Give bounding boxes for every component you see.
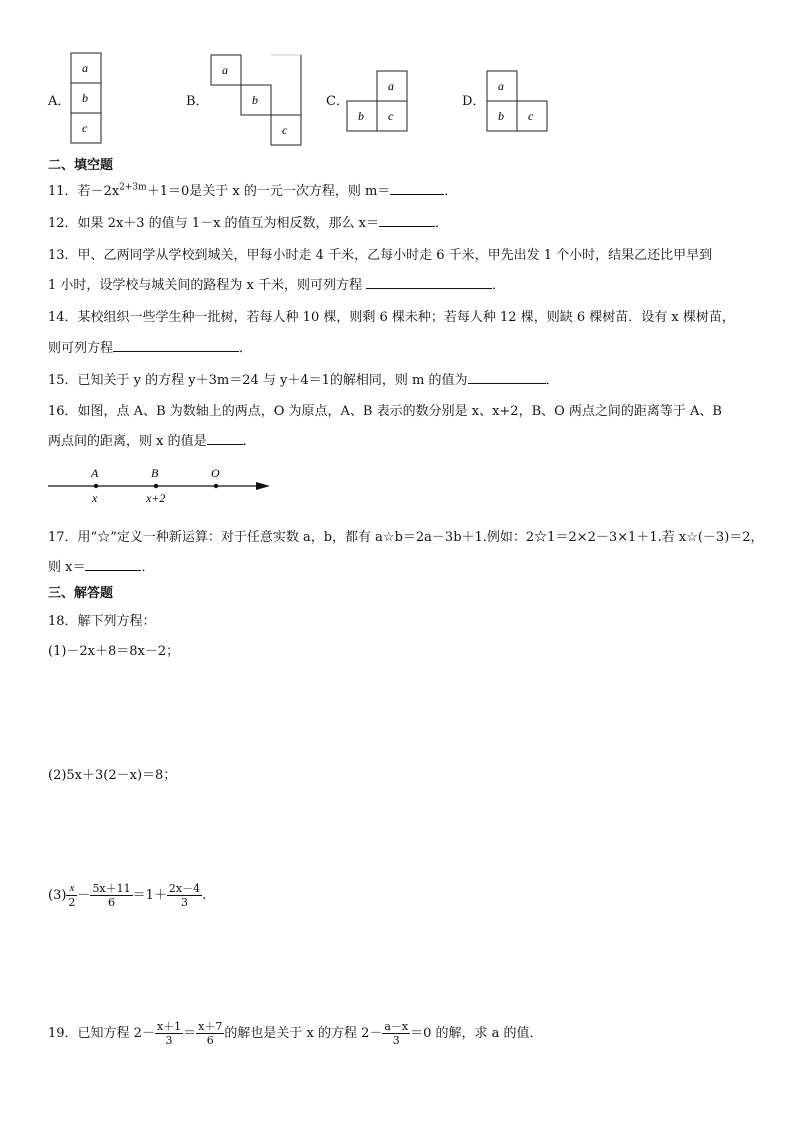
- fraction-denominator: 6: [108, 896, 116, 909]
- question-19: [48, 1020, 543, 1047]
- q15-text: 15．已知关于 y 的方程 y＋3m＝24 与 y＋4＝1的解相同，则 m 的值为: [48, 373, 468, 388]
- q13-answer-blank[interactable]: [366, 276, 492, 289]
- fraction-numerator: a－x: [384, 1020, 409, 1033]
- q16-line-1: 16．如图，点 A、B 为数轴上的两点，O 为原点，A、B 表示的数分别是 x、x+2，B、O 两点之间的距离等于 A、B: [48, 404, 722, 419]
- q16-end: ．: [242, 434, 256, 449]
- q11-end: ．: [444, 184, 458, 199]
- q18-p3-middle: ＝1＋: [132, 888, 167, 903]
- q18-p3-minus: －: [77, 888, 91, 903]
- option-c-label: C．: [326, 94, 349, 109]
- q19-equals: ＝: [183, 1026, 197, 1041]
- point-b-value: x+2: [146, 491, 166, 505]
- q16-line-2: 两点间的距离，则 x 的值是: [48, 434, 207, 449]
- option-b-label: B．: [186, 94, 209, 109]
- question-18-part-3: [48, 882, 206, 909]
- option-a-label: A．: [48, 94, 71, 109]
- q11-text-2: ＋1＝0是关于 x 的一元一次方程，则 m＝: [146, 184, 391, 199]
- q11-exponent: 2+3m: [119, 182, 147, 193]
- point-a-name: A: [91, 466, 99, 480]
- q19-fraction-3: [382, 1020, 410, 1047]
- q19-end: ＝0 的解，求 a 的值．: [410, 1026, 543, 1041]
- point-o: [214, 484, 218, 488]
- option-c-cell-b: b: [358, 109, 364, 123]
- question-15: [48, 369, 559, 388]
- question-17-line-2: [48, 556, 154, 575]
- option-a: [48, 90, 70, 109]
- fraction-numerator: x＋1: [156, 1020, 182, 1033]
- option-b-cell-c: c: [282, 123, 288, 137]
- fraction-denominator: 6: [206, 1034, 214, 1047]
- option-c-figure: [346, 70, 410, 132]
- option-a-cell-b: b: [82, 91, 88, 105]
- q13-line-2: 1 小时，设学校与城关间的路程为 x 千米，则可列方程: [48, 278, 362, 293]
- option-b: [186, 90, 209, 109]
- q19-prefix: 19．已知方程 2－: [48, 1026, 155, 1041]
- q17-line-2: 则 x＝: [48, 560, 86, 575]
- q13-end: ．: [492, 278, 506, 293]
- point-a-value: x: [92, 491, 98, 505]
- q18-p3-fraction-1: [66, 882, 77, 909]
- q12-text: 12．如果 2x＋3 的值与 1－x 的值互为相反数，那么 x＝: [48, 216, 380, 231]
- fraction-numerator: x: [66, 882, 77, 896]
- q14-line-2: 则可列方程: [48, 341, 114, 356]
- fraction-denominator: 3: [392, 1034, 400, 1047]
- question-18-part-2: (2)5x＋3(2－x)＝8；: [48, 768, 177, 783]
- q11-text: 11．若－2x: [48, 184, 120, 199]
- q19-fraction-2: [196, 1020, 224, 1047]
- fraction-denominator: 2: [68, 896, 76, 909]
- q15-end: ．: [545, 373, 559, 388]
- q12-answer-blank[interactable]: [379, 214, 435, 227]
- q11-answer-blank[interactable]: [390, 182, 444, 195]
- question-12: [48, 212, 448, 231]
- q16-answer-blank[interactable]: [207, 432, 243, 445]
- fraction-denominator: 3: [181, 896, 189, 909]
- point-b: [154, 484, 158, 488]
- q17-line-1: 17．用“☆”定义一种新运算：对于任意实数 a，b，都有 a☆b＝2a－3b＋1.例如：2☆1＝2×2－3×1＋1.若 x☆(－3)＝2，: [48, 530, 764, 545]
- question-18-part-1: (1)－2x＋8＝8x－2；: [48, 644, 180, 659]
- q13-line-1: 13．甲、乙两同学从学校到城关，甲每小时走 4 千米，乙每小时走 6 千米，甲先出发 1 个小时，结果乙还比甲早到: [48, 248, 713, 263]
- point-o-name: O: [211, 466, 220, 480]
- arrow-icon: [256, 482, 270, 490]
- fraction-numerator: x＋7: [198, 1020, 223, 1033]
- option-d: [462, 90, 485, 109]
- question-17: [48, 526, 764, 545]
- question-18-title: 18．解下列方程：: [48, 614, 156, 629]
- option-c-cell-c: c: [388, 109, 394, 123]
- question-16: [48, 400, 722, 419]
- option-d-label: D．: [462, 94, 486, 109]
- q14-end: ．: [239, 341, 253, 356]
- q14-answer-blank[interactable]: [113, 339, 239, 352]
- point-b-name: B: [151, 466, 159, 480]
- option-a-figure: [70, 52, 102, 144]
- option-c-cell-a: a: [388, 79, 394, 93]
- option-d-cell-b: b: [498, 109, 504, 123]
- fraction-numerator: 5x＋11: [92, 882, 131, 895]
- q19-fraction-1: [155, 1020, 183, 1047]
- section-2-title: 二、填空题: [48, 158, 114, 173]
- question-14: [48, 306, 735, 325]
- option-d-cell-a: a: [498, 79, 504, 93]
- option-b-figure: [210, 54, 304, 146]
- fraction-numerator: 2x－4: [168, 882, 201, 895]
- q14-line-1: 14．某校组织一些学生种一批树，若每人种 10 棵，则剩 6 棵未种；若每人种 12 棵，则缺 6 棵树苗．设有 x 棵树苗，: [48, 310, 735, 325]
- question-13: [48, 244, 712, 263]
- number-line: [46, 462, 276, 508]
- q19-middle: 的解也是关于 x 的方程 2－: [224, 1026, 383, 1041]
- q17-answer-blank[interactable]: [85, 558, 141, 571]
- option-b-cell-b: b: [252, 93, 258, 107]
- question-13-line-2: [48, 274, 505, 293]
- q15-answer-blank[interactable]: [468, 371, 546, 384]
- q18-p3-end: .: [202, 888, 207, 903]
- question-16-line-2: [48, 430, 256, 449]
- fraction-denominator: 3: [165, 1034, 173, 1047]
- section-3-title: 三、解答题: [48, 586, 114, 601]
- q18-p3-prefix: (3): [48, 888, 67, 903]
- q18-p3-fraction-3: [167, 882, 202, 909]
- question-14-line-2: [48, 337, 252, 356]
- q18-p3-fraction-2: [90, 882, 132, 909]
- option-d-figure: [486, 70, 550, 132]
- question-11: [48, 180, 457, 199]
- option-b-cell-a: a: [222, 63, 228, 77]
- option-a-cell-a: a: [82, 61, 88, 75]
- point-a: [94, 484, 98, 488]
- option-a-cell-c: c: [82, 121, 88, 135]
- q17-end: ．: [141, 560, 155, 575]
- q12-end: ．: [435, 216, 449, 231]
- option-d-cell-c: c: [528, 109, 534, 123]
